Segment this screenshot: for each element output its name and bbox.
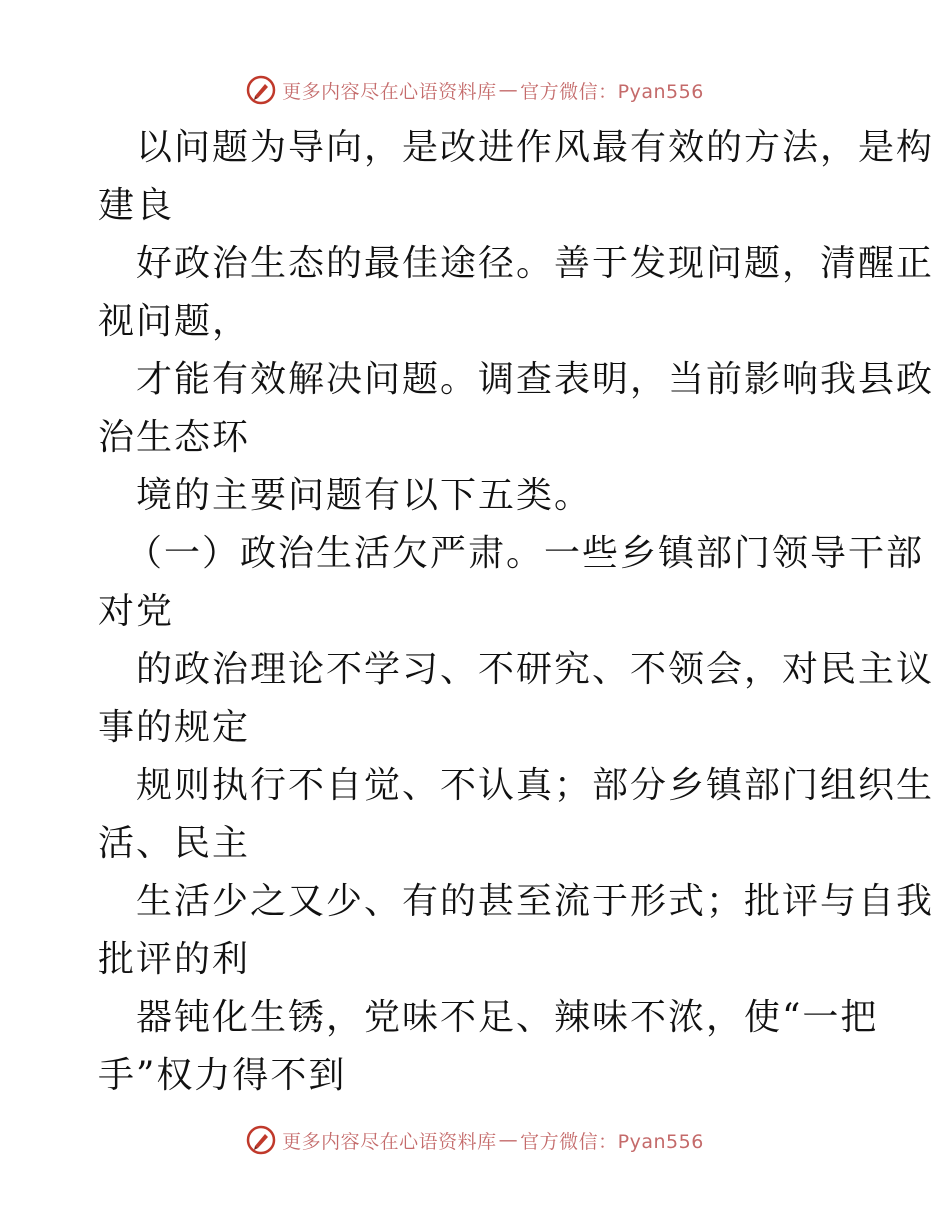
pen-logo-icon [246, 1125, 276, 1155]
text-line: 才能有效解决问题。调查表明，当前影响我县政 [136, 359, 935, 400]
section-heading-line: （一）政治生活欠严肃。一些乡镇部门领导干部 [126, 533, 925, 574]
watermark-site: 更多内容尽在心语资料库 [282, 1130, 497, 1153]
text-line: 批评的利 [98, 939, 251, 980]
text-line: 活、民主 [98, 823, 251, 864]
text-line: 的政治理论不学习、不研究、不领会，对民主议 [136, 649, 935, 690]
footer-watermark [0, 1120, 950, 1160]
text-line: 生活少之又少、有的甚至流于形式；批评与自我 [136, 881, 935, 922]
watermark-separator: — [498, 79, 519, 101]
watermark-separator: — [498, 1129, 519, 1151]
text-line: 视问题， [98, 301, 251, 342]
text-line: 好政治生态的最佳途径。善于发现问题，清醒正 [136, 243, 935, 284]
text-line: 对党 [98, 591, 175, 632]
text-line: 规则执行不自觉、不认真；部分乡镇部门组织生 [136, 765, 935, 806]
text-line: 器钝化生锈，党味不足、辣味不浓，使“一把 [136, 997, 879, 1038]
text-line: 以问题为导向，是改进作风最有效的方法，是构 [136, 127, 935, 168]
text-line: 手”权力得不到 [98, 1055, 347, 1096]
watermark-contact: 官方微信：Pyan556 [520, 80, 704, 103]
text-line: 治生态环 [98, 417, 251, 458]
watermark-site: 更多内容尽在心语资料库 [282, 80, 497, 103]
text-line: 事的规定 [98, 707, 251, 748]
text-line: 境的主要问题有以下五类。 [136, 475, 593, 516]
watermark-contact: 官方微信：Pyan556 [520, 1130, 704, 1153]
text-line: 建良 [98, 185, 175, 226]
